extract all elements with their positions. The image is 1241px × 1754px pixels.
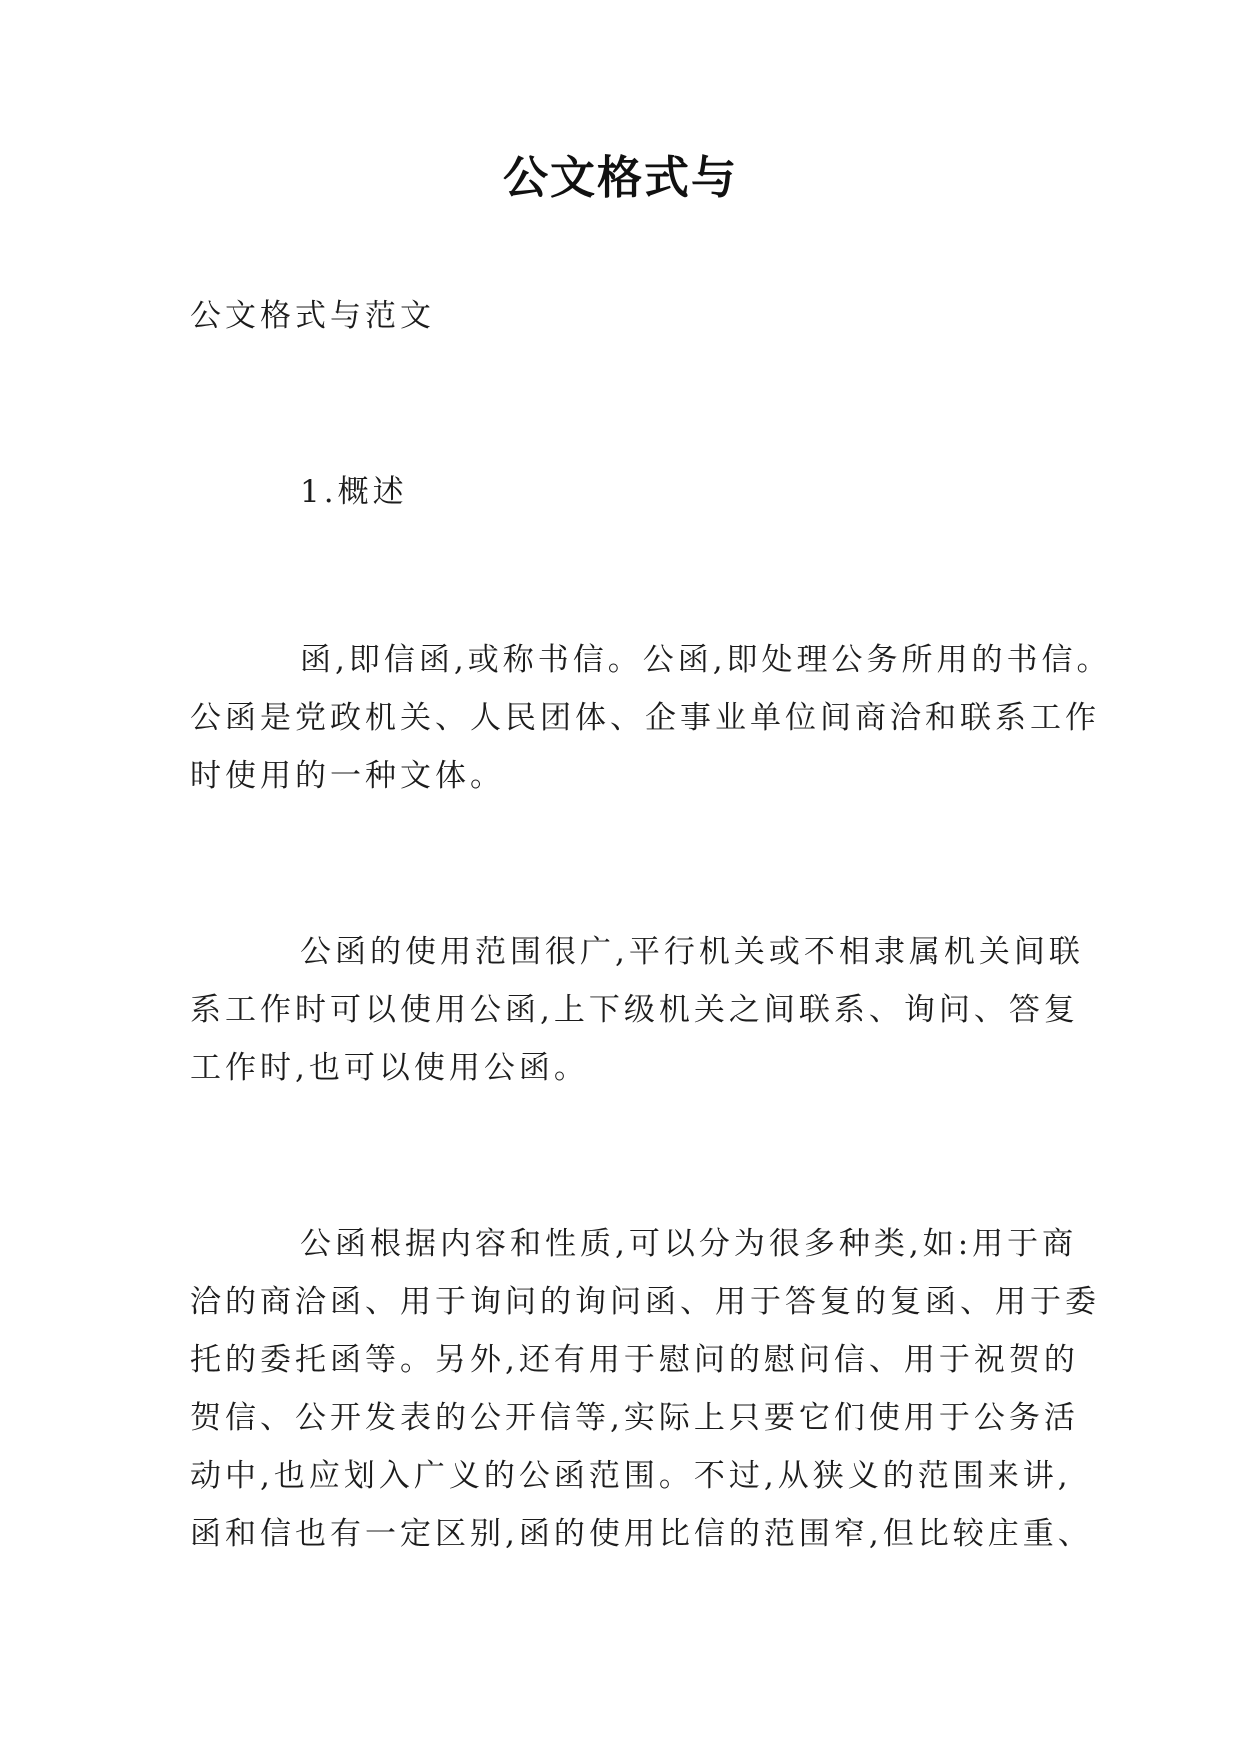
paragraph-line: 公函是党政机关、人民团体、企事业单位间商洽和联系工作 xyxy=(190,700,1100,736)
paragraph-line: 公函根据内容和性质,可以分为很多种类,如:用于商 xyxy=(300,1226,1078,1262)
paragraph-line: 贺信、公开发表的公开信等,实际上只要它们使用于公务活 xyxy=(190,1400,1079,1436)
paragraph-line: 工作时,也可以使用公函。 xyxy=(190,1050,589,1086)
paragraph-line: 函和信也有一定区别,函的使用比信的范围窄,但比较庄重、 xyxy=(190,1516,1093,1552)
paragraph-line: 洽的商洽函、用于询问的询问函、用于答复的复函、用于委 xyxy=(190,1284,1100,1320)
document-title: 公文格式与 xyxy=(502,151,738,204)
paragraph-line: 系工作时可以使用公函,上下级机关之间联系、询问、答复 xyxy=(190,992,1079,1028)
paragraph-line: 时使用的一种文体。 xyxy=(190,758,505,794)
paragraph-line: 函,即信函,或称书信。公函,即处理公务所用的书信。 xyxy=(300,642,1112,678)
paragraph-line: 动中,也应划入广义的公函范围。不过,从狭义的范围来讲, xyxy=(190,1458,1072,1494)
paragraph-line: 托的委托函等。另外,还有用于慰问的慰问信、用于祝贺的 xyxy=(190,1342,1079,1378)
paragraph-line: 公函的使用范围很广,平行机关或不相隶属机关间联 xyxy=(300,934,1084,970)
section-heading: 1.概述 xyxy=(300,474,408,510)
document-subtitle: 公文格式与范文 xyxy=(190,298,435,334)
